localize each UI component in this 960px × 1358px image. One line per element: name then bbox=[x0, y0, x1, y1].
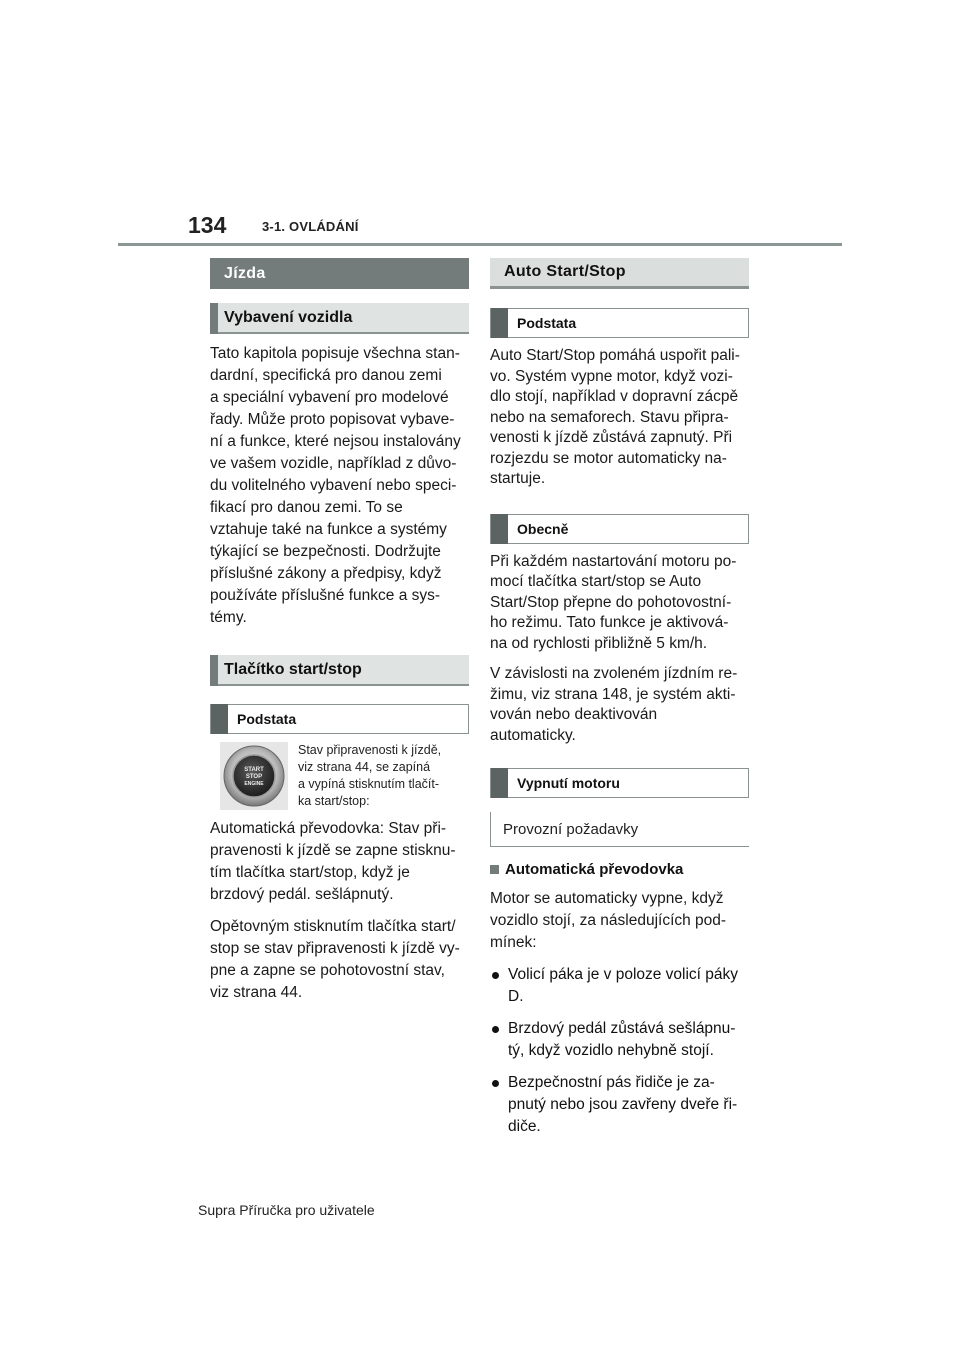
subheading-vybaveni bbox=[210, 303, 469, 334]
box-heading-podstata-right-label: Podstata bbox=[517, 315, 577, 331]
text-line: Tato kapitola popisuje všechna stan- bbox=[210, 345, 460, 362]
text-line: témy. bbox=[210, 609, 247, 626]
start-stop-button-icon bbox=[220, 742, 288, 810]
text-line: pravenosti k jízdě se zapne stisknu- bbox=[210, 842, 456, 859]
automatic-transmission-heading-label: Automatická převodovka bbox=[505, 861, 684, 878]
bullet-dot-icon bbox=[492, 1026, 499, 1033]
text-line: tím tlačítka start/stop, když je bbox=[210, 864, 410, 881]
text-line: řady. Může proto popisovat vybave- bbox=[210, 411, 455, 428]
text-line: ve vašem vozidle, například z důvo- bbox=[210, 455, 457, 472]
text-line: V závislosti na zvoleném jízdním re- bbox=[490, 665, 738, 682]
intro-paragraph bbox=[210, 343, 469, 629]
list-item-text bbox=[508, 1072, 737, 1138]
start-stop-figure bbox=[220, 742, 469, 810]
note-heading-label: Provozní požadavky bbox=[503, 820, 639, 838]
text-line: dardní, specifická pro danou zemi bbox=[210, 367, 442, 384]
general-paragraph-2 bbox=[490, 664, 749, 746]
auto-start-stop-intro bbox=[490, 346, 749, 490]
automatic-transmission-paragraph bbox=[210, 818, 469, 906]
button-text-engine: ENGINE bbox=[244, 781, 264, 787]
list-item bbox=[490, 964, 749, 1008]
text-line: venosti k jízdě zůstává zapnutý. Při bbox=[490, 429, 733, 446]
subheading-vybaveni-label: Vybavení vozidla bbox=[224, 308, 353, 326]
section-reference: 3-1. OVLÁDÁNÍ bbox=[262, 219, 359, 234]
text-line: a vypíná stisknutím tlačít- bbox=[298, 777, 440, 791]
text-line: ho režimu. Tato funkce je aktivová- bbox=[490, 614, 729, 631]
box-heading-vypnuti-motoru-label: Vypnutí motoru bbox=[517, 775, 620, 791]
text-line: du volitelného vybavení nebo speci- bbox=[210, 477, 457, 494]
text-line: vztahuje také na funkce a systémy bbox=[210, 521, 447, 538]
note-heading-provozni-pozadavky bbox=[490, 812, 749, 847]
text-line: na od rychlosti přibližně 5 km/h. bbox=[490, 634, 708, 652]
box-heading-obecne-label: Obecně bbox=[517, 520, 569, 537]
box-heading-podstata-left-label: Podstata bbox=[237, 711, 297, 727]
text-line: pnutý nebo jsou zavřeny dveře ři- bbox=[508, 1096, 738, 1113]
text-line: žimu, viz strana 148, je systém akti- bbox=[490, 685, 736, 703]
text-line: rozjezdu se motor automaticky na- bbox=[490, 449, 727, 467]
text-line: Při každém nastartování motoru po- bbox=[490, 552, 737, 570]
list-item bbox=[490, 1072, 749, 1138]
box-heading-podstata-right bbox=[490, 308, 749, 338]
box-heading-podstata-left bbox=[210, 704, 469, 734]
footer-title: Supra Příručka pro uživatele bbox=[198, 1202, 375, 1218]
subheading-start-stop-button bbox=[210, 655, 469, 686]
text-line: Automatická převodovka: Stav při- bbox=[210, 820, 447, 837]
bullet-dot-icon bbox=[492, 972, 499, 979]
text-line: ní a funkce, které nejsou instalovány bbox=[210, 433, 461, 450]
square-bullet-icon bbox=[490, 865, 499, 874]
text-line: nebo na semaforech. Stavu připra- bbox=[490, 408, 729, 426]
text-line: automaticky. bbox=[490, 726, 576, 744]
text-line: viz strana 44, se zapíná bbox=[298, 760, 431, 774]
box-heading-vypnuti-motoru bbox=[490, 768, 749, 798]
figure-caption bbox=[298, 742, 441, 810]
text-line: dlo stojí, například v dopravní zácpě bbox=[490, 388, 739, 405]
button-text-stop: STOP bbox=[245, 774, 263, 780]
text-line: týkající se bezpečnosti. Dodržujte bbox=[210, 543, 441, 560]
list-item-text bbox=[508, 1018, 735, 1062]
text-line: Brzdový pedál zůstává sešlápnu- bbox=[508, 1020, 736, 1037]
general-paragraph-1 bbox=[490, 552, 749, 655]
button-text-start: START bbox=[244, 767, 264, 773]
text-line: brzdový pedál. sešlápnutý. bbox=[210, 886, 394, 903]
text-line: pne a zapne se pohotovostní stav, bbox=[210, 962, 445, 979]
text-line: Volicí páka je v poloze volicí páky bbox=[508, 966, 739, 983]
text-line: vozidlo stojí, za následujících pod- bbox=[490, 912, 727, 929]
text-line: Auto Start/Stop pomáhá uspořit pali- bbox=[490, 347, 740, 364]
text-line: tý, když vozidlo nehybně stojí. bbox=[508, 1042, 714, 1059]
box-heading-obecne bbox=[490, 514, 749, 544]
text-line: Motor se automaticky vypne, když bbox=[490, 890, 724, 907]
text-line: vován nebo deaktivován bbox=[490, 706, 658, 723]
page-number: 134 bbox=[188, 212, 227, 238]
section-heading-auto-start-stop: Auto Start/Stop bbox=[490, 258, 749, 289]
subheading-start-stop-label: Tlačítko start/stop bbox=[224, 660, 362, 678]
text-line: ka start/stop: bbox=[298, 794, 370, 808]
text-line: mocí tlačítka start/stop se Auto bbox=[490, 573, 702, 590]
automatic-transmission-heading bbox=[490, 861, 749, 878]
left-column bbox=[210, 258, 469, 1014]
start-stop-button-image bbox=[220, 742, 288, 810]
right-column bbox=[490, 258, 749, 1148]
header-rule bbox=[118, 243, 842, 246]
text-line: Opětovným stisknutím tlačítka start/ bbox=[210, 918, 456, 935]
text-line: vo. Systém vypne motor, když vozi- bbox=[490, 367, 733, 385]
conditions-list bbox=[490, 964, 749, 1138]
text-line: D. bbox=[508, 988, 524, 1005]
text-line: příslušné zákony a předpisy, když bbox=[210, 565, 442, 582]
text-line: a speciální vybavení pro modelové bbox=[210, 389, 449, 406]
text-line: používáte příslušné funkce a sys- bbox=[210, 587, 441, 604]
text-line: stop se stav připravenosti k jízdě vy- bbox=[210, 940, 460, 957]
text-line: diče. bbox=[508, 1118, 541, 1135]
list-item bbox=[490, 1018, 749, 1062]
bullet-dot-icon bbox=[492, 1080, 499, 1087]
list-item-text bbox=[508, 964, 738, 1008]
text-line: fikací pro danou zemi. To se bbox=[210, 499, 403, 516]
text-line: startuje. bbox=[490, 470, 546, 487]
engine-off-conditions-paragraph bbox=[490, 888, 749, 954]
text-line: mínek: bbox=[490, 934, 537, 951]
text-line: Start/Stop přepne do pohotovostní- bbox=[490, 593, 732, 611]
press-again-paragraph bbox=[210, 916, 469, 1004]
text-line: viz strana 44. bbox=[210, 984, 303, 1001]
text-line: Stav připravenosti k jízdě, bbox=[298, 743, 442, 757]
section-heading-jizda: Jízda bbox=[210, 258, 469, 289]
text-line: Bezpečnostní pás řidiče je za- bbox=[508, 1074, 715, 1091]
